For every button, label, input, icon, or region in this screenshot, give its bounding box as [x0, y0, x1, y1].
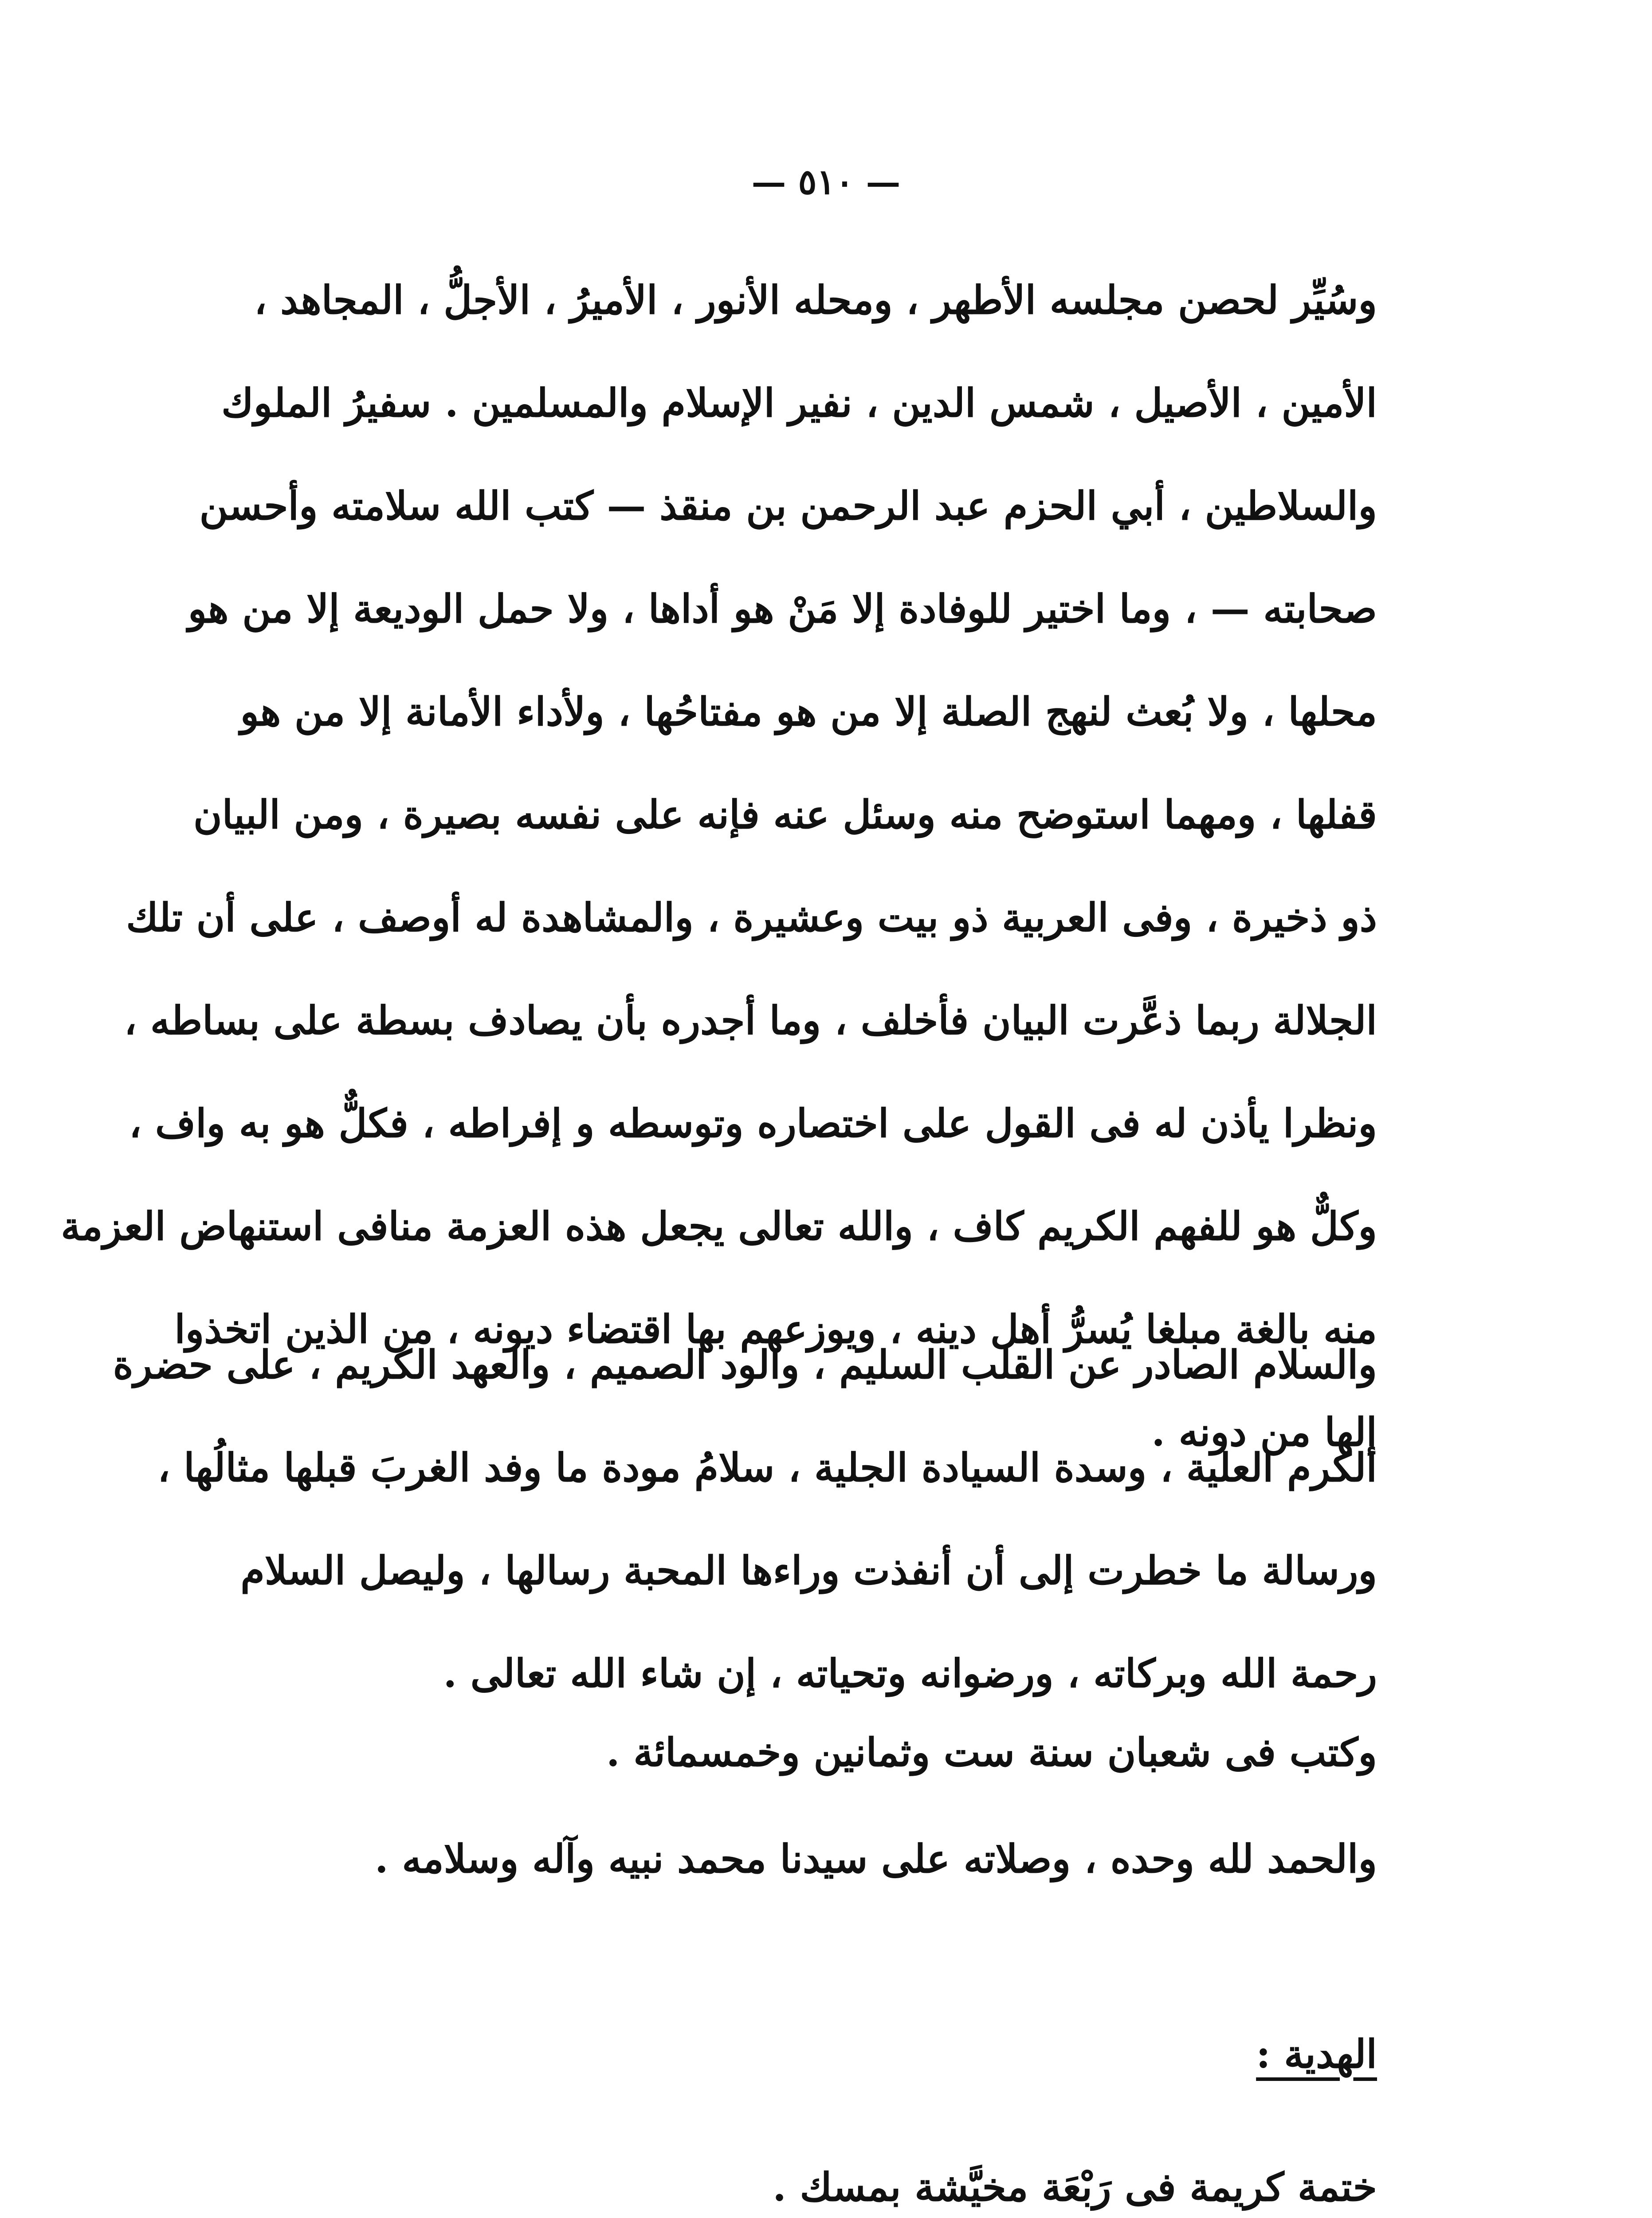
paragraph-line: إلها من دونه . [1151, 1409, 1377, 1455]
paragraph-line: قفلها ، ومهما استوضح منه وسئل عنه فإنه على نفسه بصيرة ، ومن البيان [193, 791, 1377, 838]
main-paragraph [61, 248, 1377, 1483]
gift-heading: الهدية : [1256, 2031, 1377, 2077]
paragraph-line: وسُيِّر لحصن مجلسه الأطهر ، ومحله الأنور ، الأميرُ ، الأجلُّ ، المجاهد ، [254, 277, 1377, 323]
paragraph-line: صحابته — ، وما اختير للوفادة إلا مَنْ هو أداها ، ولا حمل الوديعة إلا من هو [188, 586, 1377, 632]
page-number: — ٥١٠ — [751, 162, 901, 202]
date-line: وكتب فى شعبان سنة ست وثمانين وخمسمائة . [606, 1729, 1377, 1775]
paragraph-line: ونظرا يأذن له فى القول على اختصاره وتوسطه و إفراطه ، فكلٌّ هو به واف ، [129, 1100, 1377, 1146]
paragraph-line: محلها ، ولا بُعث لنهج الصلة إلا من هو مفتاحُها ، ولأداء الأمانة إلا من هو [240, 688, 1377, 735]
paragraph-line: وكلٌّ هو للفهم الكريم كاف ، والله تعالى يجعل هذه العزمة منافى استنهاض العزمة [61, 1203, 1377, 1249]
paragraph-line: الأمين ، الأصيل ، شمس الدين ، نفير الإسلام والمسلمين . سفيرُ الملوك [221, 380, 1377, 426]
paragraph-line: منه بالغة مبلغا يُسرُّ أهل دينه ، ويوزعهم بها اقتضاء ديونه ، من الذين اتخذوا [174, 1306, 1377, 1352]
paragraph-line: رحمة الله وبركاته ، ورضوانه وتحياته ، إن شاء الله تعالى . [443, 1650, 1377, 1696]
paragraph-line: الكرم العلية ، وسدة السيادة الجلية ، سلامُ مودة ما وفد الغربَ قبلها مثالُها ، [157, 1444, 1377, 1490]
paragraph-line: الجلالة ربما ذعَّرت البيان فأخلف ، وما أجدره بأن يصادف بسطة على بساطه ، [124, 997, 1377, 1043]
closing-praise: والحمد لله وحده ، وصلاته على سيدنا محمد نبيه وآله وسلامه . [375, 1836, 1377, 1882]
paragraph-line: ذو ذخيرة ، وفى العربية ذو بيت وعشيرة ، والمشاهدة له أوصف ، على أن تلك [126, 894, 1377, 940]
greeting-paragraph [113, 1313, 1377, 1725]
paragraph-line: والسلاطين ، أبي الحزم عبد الرحمن بن منقذ — كتب الله سلامته وأحسن [199, 483, 1377, 529]
gift-item: ختمة كريمة فى رَبْعَة مخيَّشة بمسك . [773, 2164, 1377, 2210]
paragraph-line: ورسالة ما خطرت إلى أن أنفذت وراءها المحبة رسالها ، وليصل السلام [240, 1547, 1377, 1593]
paragraph-line: والسلام الصادر عن القلب السليم ، والود الصميم ، والعهد الكريم ، على حضرة [113, 1341, 1377, 1388]
